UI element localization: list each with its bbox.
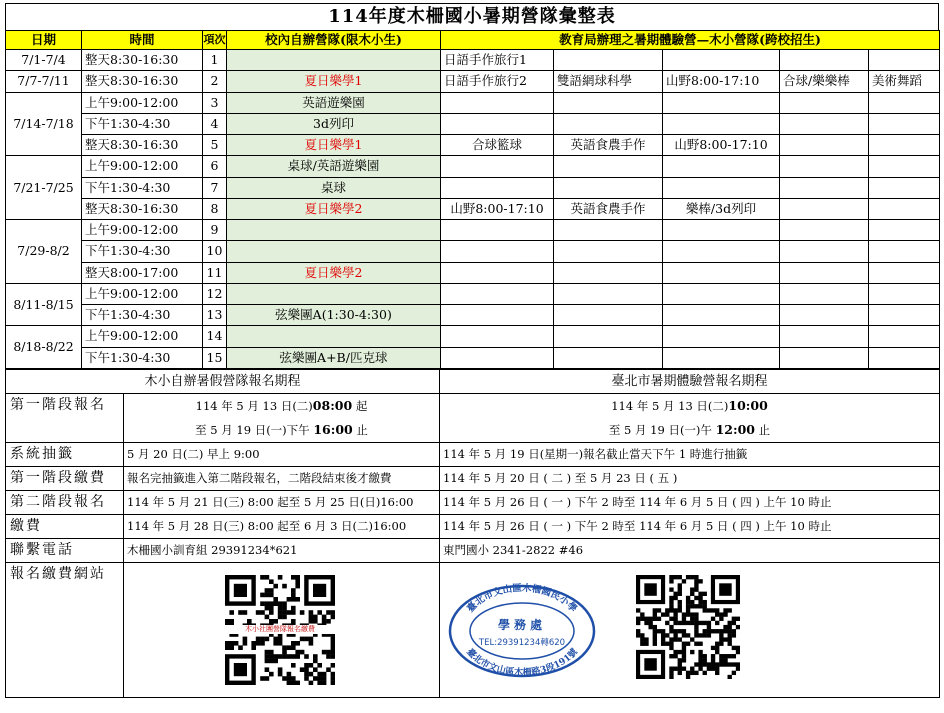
bureau-camp — [869, 305, 940, 326]
bureau-camp — [554, 92, 663, 113]
bureau-camp — [780, 177, 869, 198]
schedule-row — [6, 71, 940, 92]
right-qr-cell — [440, 562, 940, 697]
phase1-right-end: 至 5 月 19 日(一)午 12:00 止 — [440, 418, 940, 443]
phase2-left: 114 年 5 月 21 日(三) 8:00 起至 5 月 25 日(日)16:00 — [124, 490, 440, 514]
bureau-camp — [780, 156, 869, 177]
bureau-camp — [554, 177, 663, 198]
bureau-camp — [663, 283, 780, 304]
session-time: 整天8:30-16:30 — [82, 71, 203, 92]
bureau-camp — [869, 92, 940, 113]
bureau-camp: 合球/樂樂棒 — [780, 71, 869, 92]
schedule-row — [6, 156, 940, 177]
week-date: 7/29-8/2 — [6, 220, 82, 284]
bureau-camp — [663, 241, 780, 262]
schedule-row — [6, 198, 940, 219]
school-camp: 桌球/英語遊樂園 — [227, 156, 441, 177]
bureau-camp — [441, 241, 554, 262]
payment-label: 繳費 — [6, 514, 124, 538]
bureau-camp — [780, 135, 869, 156]
bureau-camp — [869, 241, 940, 262]
bureau-camp: 山野8:00-17:10 — [663, 135, 780, 156]
payment-row — [6, 514, 940, 538]
bureau-camp — [869, 262, 940, 283]
bureau-camp — [441, 262, 554, 283]
bureau-camp — [780, 305, 869, 326]
schedule-table — [5, 30, 940, 369]
bureau-camp — [663, 262, 780, 283]
session-time: 上午9:00-12:00 — [82, 283, 203, 304]
left-qr-cell — [124, 562, 440, 697]
session-time: 上午9:00-12:00 — [82, 326, 203, 347]
session-time: 上午9:00-12:00 — [82, 220, 203, 241]
session-time: 上午9:00-12:00 — [82, 92, 203, 113]
bureau-camp: 合球籃球 — [441, 135, 554, 156]
bureau-camp — [663, 156, 780, 177]
phase1-row-2 — [6, 418, 940, 443]
item-number: 5 — [203, 135, 227, 156]
school-camp — [227, 283, 441, 304]
bureau-camp — [869, 347, 940, 368]
session-time: 上午9:00-12:00 — [82, 156, 203, 177]
phase1-payment-row — [6, 466, 940, 490]
session-time: 下午1:30-4:30 — [82, 241, 203, 262]
session-time: 整天8:30-16:30 — [82, 198, 203, 219]
svg-text:臺北市文山區木柵路3段191號: 臺北市文山區木柵路3段191號 — [464, 646, 580, 678]
header-school-camps: 校內自辦營隊(限木小生) — [227, 31, 441, 50]
payment-right: 114 年 5 月 26 日 ( 一 ) 下午 2 時至 114 年 6 月 5 日 ( 四 ) 上午 10 時止 — [440, 514, 940, 538]
schedule-row — [6, 50, 940, 71]
phase2-label: 第二階段報名 — [6, 490, 124, 514]
bureau-camp — [663, 305, 780, 326]
bureau-camp: 英語食農手作 — [554, 198, 663, 219]
school-camp: 弦樂團A+B/匹克球 — [227, 347, 441, 368]
website-label: 報名繳費網站 — [6, 562, 124, 697]
registration-table — [5, 369, 940, 698]
bureau-camp: 日語手作旅行2 — [441, 71, 554, 92]
phase2-right: 114 年 5 月 26 日 ( 一 ) 下午 2 時至 114 年 6 月 5 日 ( 四 ) 上午 10 時止 — [440, 490, 940, 514]
lottery-left: 5 月 20 日(二) 早上 9:00 — [124, 442, 440, 466]
phase2-row — [6, 490, 940, 514]
bureau-camp — [441, 305, 554, 326]
bureau-camp — [663, 92, 780, 113]
school-camp: 桌球 — [227, 177, 441, 198]
bureau-camp — [663, 50, 780, 71]
bureau-camp — [441, 283, 554, 304]
item-number: 11 — [203, 262, 227, 283]
svg-text:TEL:29391234轉620: TEL:29391234轉620 — [478, 637, 566, 648]
registration-header-row — [6, 369, 940, 393]
bureau-camp — [663, 220, 780, 241]
bureau-camp: 美術舞蹈 — [869, 71, 940, 92]
school-camp: 夏日樂學2 — [227, 262, 441, 283]
item-number: 14 — [203, 326, 227, 347]
schedule-row — [6, 262, 940, 283]
week-date: 7/1-7/4 — [6, 50, 82, 71]
schedule-row — [6, 283, 940, 304]
school-camp: 夏日樂學1 — [227, 135, 441, 156]
phase1-row — [6, 393, 940, 418]
phase1-payment-left: 報名完抽籤進入第二階段報名，二階段結束後才繳費 — [124, 466, 440, 490]
phase1-left-start: 114 年 5 月 13 日(二)08:00 起 — [124, 393, 440, 418]
schedule-row — [6, 326, 940, 347]
bureau-camp — [869, 135, 940, 156]
bureau-camp — [869, 177, 940, 198]
bureau-camp — [663, 113, 780, 134]
schedule-row — [6, 92, 940, 113]
header-num: 項次 — [203, 31, 227, 50]
week-date: 8/18-8/22 — [6, 326, 82, 369]
item-number: 15 — [203, 347, 227, 368]
week-date: 7/14-7/18 — [6, 92, 82, 156]
contact-row — [6, 538, 940, 562]
schedule-row — [6, 177, 940, 198]
bureau-camp — [780, 347, 869, 368]
bureau-camp — [869, 50, 940, 71]
bureau-camp — [663, 347, 780, 368]
bureau-camp — [869, 326, 940, 347]
bureau-camp — [554, 156, 663, 177]
bureau-camp: 山野8:00-17:10 — [663, 71, 780, 92]
week-date: 8/11-8/15 — [6, 283, 82, 326]
school-camp: 夏日樂學2 — [227, 198, 441, 219]
bureau-camp — [554, 241, 663, 262]
schedule-row — [6, 305, 940, 326]
session-time: 下午1:30-4:30 — [82, 347, 203, 368]
bureau-camp — [441, 92, 554, 113]
bureau-camp — [869, 113, 940, 134]
svg-text:學務處: 學務處 — [498, 617, 547, 632]
phase1-right-start: 114 年 5 月 13 日(二)10:00 — [440, 393, 940, 418]
item-number: 4 — [203, 113, 227, 134]
schedule-body — [6, 50, 940, 369]
school-camp — [227, 50, 441, 71]
bureau-camp — [554, 220, 663, 241]
bureau-camp: 英語食農手作 — [554, 135, 663, 156]
bureau-camp — [663, 177, 780, 198]
bureau-camp — [780, 113, 869, 134]
bureau-camp: 日語手作旅行1 — [441, 50, 554, 71]
bureau-camp — [441, 177, 554, 198]
phase1-payment-label: 第一階段繳費 — [6, 466, 124, 490]
website-row — [6, 562, 940, 697]
week-date: 7/7-7/11 — [6, 71, 82, 92]
contact-left: 木柵國小訓育組 29391234*621 — [124, 538, 440, 562]
schedule-row — [6, 220, 940, 241]
bureau-camp — [554, 347, 663, 368]
phase1-payment-right: 114 年 5 月 20 日 ( 二 ) 至 5 月 23 日 ( 五 ) — [440, 466, 940, 490]
left-section-header: 木小自辦暑假營隊報名期程 — [6, 369, 440, 393]
payment-left: 114 年 5 月 28 日(三) 8:00 起至 6 月 3 日(二)16:00 — [124, 514, 440, 538]
right-section-header: 臺北市暑期體驗營報名期程 — [440, 369, 940, 393]
bureau-camp — [780, 50, 869, 71]
lottery-right: 114 年 5 月 19 日(星期一)報名截止當天下午 1 時進行抽籤 — [440, 442, 940, 466]
phase1-left-end: 至 5 月 19 日(一)下午 16:00 止 — [124, 418, 440, 443]
item-number: 9 — [203, 220, 227, 241]
session-time: 下午1:30-4:30 — [82, 177, 203, 198]
header-date: 日期 — [6, 31, 82, 50]
header-time: 時間 — [82, 31, 203, 50]
bureau-camp — [780, 241, 869, 262]
item-number: 13 — [203, 305, 227, 326]
qr-caption: 木小社團營隊報名繳費 — [225, 625, 335, 634]
schedule-row — [6, 135, 940, 156]
header-row — [6, 31, 940, 50]
bureau-camp — [554, 283, 663, 304]
bureau-camp — [780, 92, 869, 113]
header-bureau-camps: 教育局辦理之暑期體驗營—木小營隊(跨校招生) — [441, 31, 940, 50]
school-camp: 3d列印 — [227, 113, 441, 134]
phase1-label: 第一階段報名 — [6, 393, 124, 442]
session-time: 下午1:30-4:30 — [82, 113, 203, 134]
school-camp: 弦樂團A(1:30-4:30) — [227, 305, 441, 326]
item-number: 6 — [203, 156, 227, 177]
bureau-camp — [869, 220, 940, 241]
bureau-camp — [869, 198, 940, 219]
bureau-camp — [554, 113, 663, 134]
bureau-camp — [780, 220, 869, 241]
item-number: 10 — [203, 241, 227, 262]
bureau-camp — [663, 326, 780, 347]
item-number: 8 — [203, 198, 227, 219]
item-number: 3 — [203, 92, 227, 113]
schedule-row — [6, 113, 940, 134]
school-camp: 夏日樂學1 — [227, 71, 441, 92]
bureau-camp — [869, 156, 940, 177]
page-title: 114年度木柵國小暑期營隊彙整表 — [5, 3, 939, 30]
contact-label: 聯繫電話 — [6, 538, 124, 562]
bureau-camp: 山野8:00-17:10 — [441, 198, 554, 219]
bureau-camp — [780, 262, 869, 283]
bureau-camp — [780, 326, 869, 347]
lottery-row — [6, 442, 940, 466]
office-seal-stamp — [447, 583, 597, 679]
school-camp — [227, 326, 441, 347]
bureau-camp — [441, 347, 554, 368]
bureau-camp — [869, 283, 940, 304]
schedule-row — [6, 347, 940, 368]
bureau-camp — [554, 262, 663, 283]
session-time: 整天8:00-17:00 — [82, 262, 203, 283]
contact-right: 東門國小 2341-2822 #46 — [440, 538, 940, 562]
bureau-camp: 樂棒/3d列印 — [663, 198, 780, 219]
bureau-camp: 雙語網球科學 — [554, 71, 663, 92]
bureau-camp — [441, 113, 554, 134]
bureau-camp — [441, 156, 554, 177]
bureau-camp — [441, 220, 554, 241]
week-date: 7/21-7/25 — [6, 156, 82, 220]
session-time: 整天8:30-16:30 — [82, 135, 203, 156]
bureau-camp — [780, 198, 869, 219]
lottery-label: 系統抽籤 — [6, 442, 124, 466]
item-number: 2 — [203, 71, 227, 92]
bureau-camp — [441, 326, 554, 347]
school-camp: 英語遊樂園 — [227, 92, 441, 113]
item-number: 12 — [203, 283, 227, 304]
item-number: 1 — [203, 50, 227, 71]
schedule-row — [6, 241, 940, 262]
bureau-camp — [780, 283, 869, 304]
city-qr-code[interactable] — [636, 575, 740, 679]
bureau-camp — [554, 305, 663, 326]
session-time: 下午1:30-4:30 — [82, 305, 203, 326]
school-camp — [227, 220, 441, 241]
bureau-camp — [554, 326, 663, 347]
bureau-camp — [554, 50, 663, 71]
item-number: 7 — [203, 177, 227, 198]
summary-sheet — [5, 3, 939, 711]
session-time: 整天8:30-16:30 — [82, 50, 203, 71]
svg-text:臺北市文山區木柵國民小學: 臺北市文山區木柵國民小學 — [465, 582, 579, 615]
school-camp — [227, 241, 441, 262]
